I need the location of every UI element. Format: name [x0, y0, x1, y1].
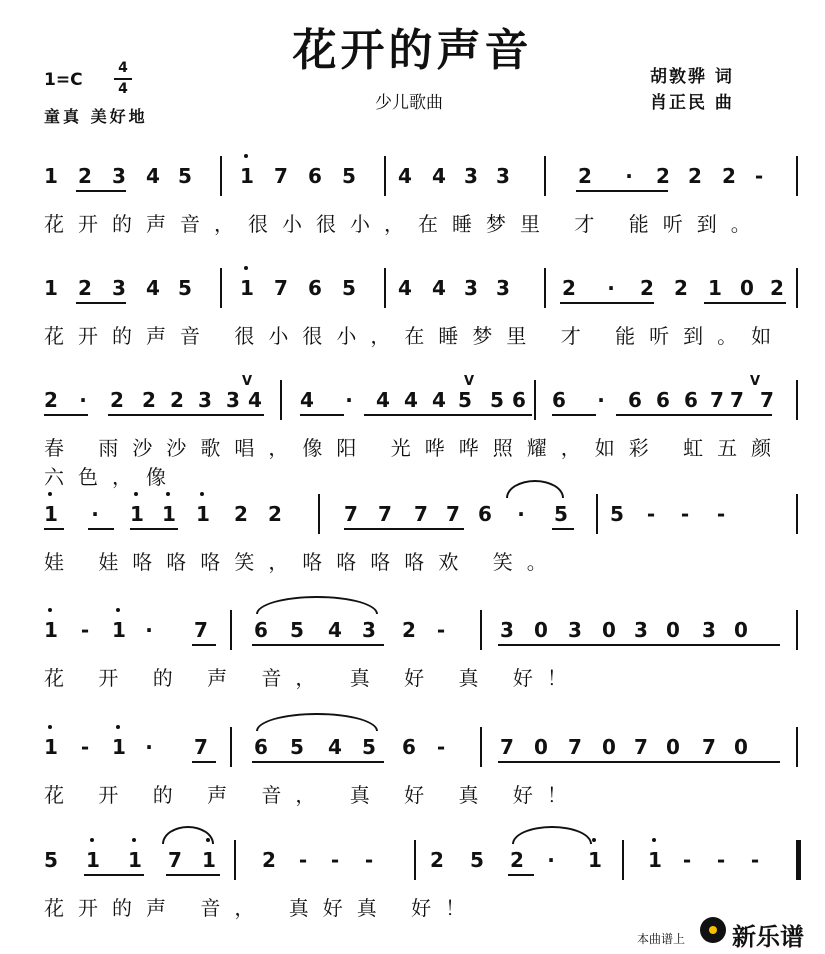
lyrics-line: 花开的声 音， 真好真 好！ — [44, 896, 480, 920]
octave-dot — [48, 492, 52, 496]
note: 4 — [146, 164, 160, 188]
barline — [544, 156, 546, 196]
lyrics-line: 春 雨沙沙歌唱，像阳 光哗哗照耀，如彩 虹五颜六色，像 — [44, 436, 786, 489]
note: 1 — [44, 735, 58, 759]
note: 5 — [342, 276, 356, 300]
note: - — [364, 848, 374, 872]
note: 5 — [44, 848, 58, 872]
beam-underline — [88, 528, 114, 530]
note: - — [80, 735, 90, 759]
note: 2 — [268, 502, 282, 526]
note: - — [436, 618, 446, 642]
barline — [414, 840, 416, 880]
note: 0 — [602, 618, 616, 642]
notes-row — [44, 618, 798, 662]
octave-dot — [134, 492, 138, 496]
barline — [796, 494, 798, 534]
note: 7 — [194, 618, 208, 642]
octave-dot — [244, 154, 248, 158]
note: 2 — [578, 164, 592, 188]
note: 4 — [398, 276, 412, 300]
note: 5 — [290, 735, 304, 759]
barline — [384, 156, 386, 196]
note: 2 — [430, 848, 444, 872]
note: · — [597, 388, 605, 412]
note: 1 — [162, 502, 176, 526]
note: 5 — [470, 848, 484, 872]
note: 2 — [78, 276, 92, 300]
score-system-6 — [44, 735, 798, 825]
note: 7 — [500, 735, 514, 759]
lyricist-credit: 胡敦骅 词 — [650, 67, 734, 87]
note: 1 — [240, 164, 254, 188]
note: 3 — [568, 618, 582, 642]
key-signature: 1=C — [44, 70, 83, 90]
time-bottom: 4 — [118, 81, 128, 97]
note: 2 — [170, 388, 184, 412]
brand-logo-text: 新乐谱 — [732, 923, 804, 951]
note: 4 — [300, 388, 314, 412]
octave-dot — [90, 838, 94, 842]
note: 1 — [708, 276, 722, 300]
note: - — [646, 502, 656, 526]
score-system-2 — [44, 276, 798, 366]
note: 1 — [86, 848, 100, 872]
note: - — [754, 164, 764, 188]
note: 2 — [262, 848, 276, 872]
beam-underline — [560, 302, 654, 304]
time-signature — [114, 60, 132, 98]
note: 6 — [308, 164, 322, 188]
note: 3 — [112, 164, 126, 188]
note: 7 — [274, 276, 288, 300]
final-barline — [796, 840, 801, 880]
note: 6 — [656, 388, 670, 412]
note: 1 — [196, 502, 210, 526]
note: 2 — [234, 502, 248, 526]
note: 2 — [722, 164, 736, 188]
note: - — [682, 848, 692, 872]
note: 0 — [534, 735, 548, 759]
note: 6 — [684, 388, 698, 412]
beam-underline — [44, 528, 64, 530]
barline — [230, 727, 232, 767]
note: 2 — [110, 388, 124, 412]
beam-underline — [192, 644, 216, 646]
note: 7 — [168, 848, 182, 872]
note: 7 — [568, 735, 582, 759]
beam-underline — [552, 528, 574, 530]
note: - — [80, 618, 90, 642]
beam-underline — [576, 190, 668, 192]
note: 2 — [402, 618, 416, 642]
note: 4 — [432, 164, 446, 188]
note: · — [79, 388, 87, 412]
note: 6 — [478, 502, 492, 526]
beam-underline — [192, 761, 216, 763]
note: 5 — [178, 276, 192, 300]
notes-row — [44, 276, 798, 320]
barline — [796, 727, 798, 767]
time-top: 4 — [118, 60, 128, 76]
barline — [796, 610, 798, 650]
time-bar — [114, 78, 132, 80]
breath-mark-icon: V — [750, 374, 761, 389]
note: 1 — [112, 618, 126, 642]
barline — [230, 610, 232, 650]
note: 1 — [44, 164, 58, 188]
barline — [220, 156, 222, 196]
beam-underline — [364, 414, 532, 416]
note: 3 — [112, 276, 126, 300]
beam-underline — [76, 302, 126, 304]
note: 2 — [656, 164, 670, 188]
note: 6 — [552, 388, 566, 412]
note: 2 — [510, 848, 524, 872]
octave-dot — [116, 608, 120, 612]
note: 5 — [458, 388, 472, 412]
note: 3 — [500, 618, 514, 642]
note: 4 — [248, 388, 262, 412]
note: · — [145, 618, 153, 642]
note: 2 — [44, 388, 58, 412]
note: 2 — [640, 276, 654, 300]
note: 0 — [534, 618, 548, 642]
slur — [256, 713, 378, 731]
score-system-1 — [44, 164, 798, 254]
note: 1 — [648, 848, 662, 872]
score-system-7 — [44, 848, 798, 938]
notes-row — [44, 502, 798, 546]
note: 7 — [634, 735, 648, 759]
note: 2 — [688, 164, 702, 188]
beam-underline — [166, 874, 220, 876]
note: - — [750, 848, 760, 872]
note: 6 — [254, 618, 268, 642]
note: 5 — [490, 388, 504, 412]
note: 3 — [226, 388, 240, 412]
beam-underline — [300, 414, 344, 416]
note: 4 — [398, 164, 412, 188]
beam-underline — [344, 528, 464, 530]
lyrics-line: 花开的声音 很小很小，在睡梦里 才 能听到。如 — [44, 324, 786, 348]
score-system-5 — [44, 618, 798, 708]
beam-underline — [704, 302, 786, 304]
octave-dot — [244, 266, 248, 270]
note: - — [680, 502, 690, 526]
note: 4 — [404, 388, 418, 412]
barline — [622, 840, 624, 880]
note: 6 — [308, 276, 322, 300]
slur — [512, 826, 592, 844]
note: 7 — [730, 388, 744, 412]
barline — [796, 156, 798, 196]
slur — [256, 596, 378, 614]
beam-underline — [108, 414, 264, 416]
barline — [480, 610, 482, 650]
octave-dot — [200, 492, 204, 496]
note: 2 — [770, 276, 784, 300]
note: 0 — [666, 735, 680, 759]
note: 4 — [432, 388, 446, 412]
beam-underline — [616, 414, 772, 416]
note: 6 — [512, 388, 526, 412]
beam-underline — [498, 644, 780, 646]
barline — [796, 380, 798, 420]
composer-credit: 肖正民 曲 — [650, 93, 734, 113]
note: 7 — [446, 502, 460, 526]
record-logo-icon — [700, 917, 726, 943]
octave-dot — [116, 725, 120, 729]
score-system-4 — [44, 502, 798, 592]
octave-dot — [652, 838, 656, 842]
note: - — [716, 502, 726, 526]
note: 1 — [240, 276, 254, 300]
barline — [480, 727, 482, 767]
note: 4 — [328, 618, 342, 642]
barline — [596, 494, 598, 534]
beam-underline — [252, 644, 384, 646]
breath-mark-icon: V — [464, 374, 475, 389]
note: 7 — [194, 735, 208, 759]
slur — [162, 826, 214, 844]
note: 5 — [178, 164, 192, 188]
lyrics-line: 花 开 的 声 音， 真 好 真 好！ — [44, 666, 581, 690]
note: 5 — [610, 502, 624, 526]
note: 2 — [674, 276, 688, 300]
note: 2 — [78, 164, 92, 188]
note: · — [345, 388, 353, 412]
note: 4 — [376, 388, 390, 412]
breath-mark-icon: V — [242, 374, 253, 389]
beam-underline — [130, 528, 178, 530]
note: · — [625, 164, 633, 188]
barline — [796, 268, 798, 308]
barline — [384, 268, 386, 308]
song-subtitle: 少儿歌曲 — [375, 93, 443, 113]
note: 0 — [740, 276, 754, 300]
note: - — [330, 848, 340, 872]
note: 6 — [254, 735, 268, 759]
note: 3 — [634, 618, 648, 642]
note: 5 — [290, 618, 304, 642]
beam-underline — [498, 761, 780, 763]
beam-underline — [508, 874, 534, 876]
note: 3 — [496, 164, 510, 188]
notes-row — [44, 164, 798, 208]
octave-dot — [48, 725, 52, 729]
barline — [280, 380, 282, 420]
note: 4 — [146, 276, 160, 300]
source-label: 本曲谱上 — [637, 932, 686, 946]
note: 6 — [628, 388, 642, 412]
notes-row — [44, 735, 798, 779]
note: · — [91, 502, 99, 526]
note: 1 — [44, 618, 58, 642]
note: 1 — [202, 848, 216, 872]
beam-underline — [252, 761, 384, 763]
note: - — [716, 848, 726, 872]
octave-dot — [592, 838, 596, 842]
beam-underline — [76, 190, 126, 192]
note: 5 — [362, 735, 376, 759]
note: 2 — [562, 276, 576, 300]
barline — [534, 380, 536, 420]
note: 3 — [464, 276, 478, 300]
note: - — [436, 735, 446, 759]
note: 3 — [362, 618, 376, 642]
note: 7 — [702, 735, 716, 759]
note: · — [547, 848, 555, 872]
note: 1 — [44, 502, 58, 526]
note: 7 — [414, 502, 428, 526]
note: 1 — [130, 502, 144, 526]
note: 7 — [710, 388, 724, 412]
notes-row — [44, 848, 798, 892]
note: 1 — [128, 848, 142, 872]
octave-dot — [48, 608, 52, 612]
note: 5 — [554, 502, 568, 526]
note: · — [517, 502, 525, 526]
note: 5 — [342, 164, 356, 188]
beam-underline — [44, 414, 88, 416]
note: 7 — [274, 164, 288, 188]
lyrics-line: 娃 娃咯咯咯笑，咯咯咯咯欢 笑。 — [44, 550, 561, 574]
score-system-3 — [44, 374, 798, 489]
octave-dot — [166, 492, 170, 496]
note: 7 — [760, 388, 774, 412]
note: 3 — [464, 164, 478, 188]
note: 1 — [44, 276, 58, 300]
note: · — [607, 276, 615, 300]
song-title: 花开的声音 — [292, 25, 533, 76]
octave-dot — [132, 838, 136, 842]
note: 7 — [378, 502, 392, 526]
beam-underline — [552, 414, 596, 416]
barline — [234, 840, 236, 880]
note: · — [145, 735, 153, 759]
note: - — [298, 848, 308, 872]
expression-mark: 童真 美好地 — [44, 107, 148, 126]
lyrics-line: 花 开 的 声 音， 真 好 真 好！ — [44, 783, 581, 807]
note: 1 — [588, 848, 602, 872]
note: 1 — [112, 735, 126, 759]
note: 3 — [702, 618, 716, 642]
note: 2 — [142, 388, 156, 412]
note: 0 — [734, 618, 748, 642]
barline — [220, 268, 222, 308]
note: 4 — [328, 735, 342, 759]
notes-row — [44, 374, 798, 432]
note: 6 — [402, 735, 416, 759]
note: 7 — [344, 502, 358, 526]
beam-underline — [84, 874, 144, 876]
lyrics-line: 花开的声音，很小很小，在睡梦里 才 能听到。 — [44, 212, 765, 236]
note: 0 — [602, 735, 616, 759]
note: 3 — [496, 276, 510, 300]
barline — [544, 268, 546, 308]
note: 3 — [198, 388, 212, 412]
barline — [318, 494, 320, 534]
note: 4 — [432, 276, 446, 300]
note: 0 — [734, 735, 748, 759]
note: 0 — [666, 618, 680, 642]
